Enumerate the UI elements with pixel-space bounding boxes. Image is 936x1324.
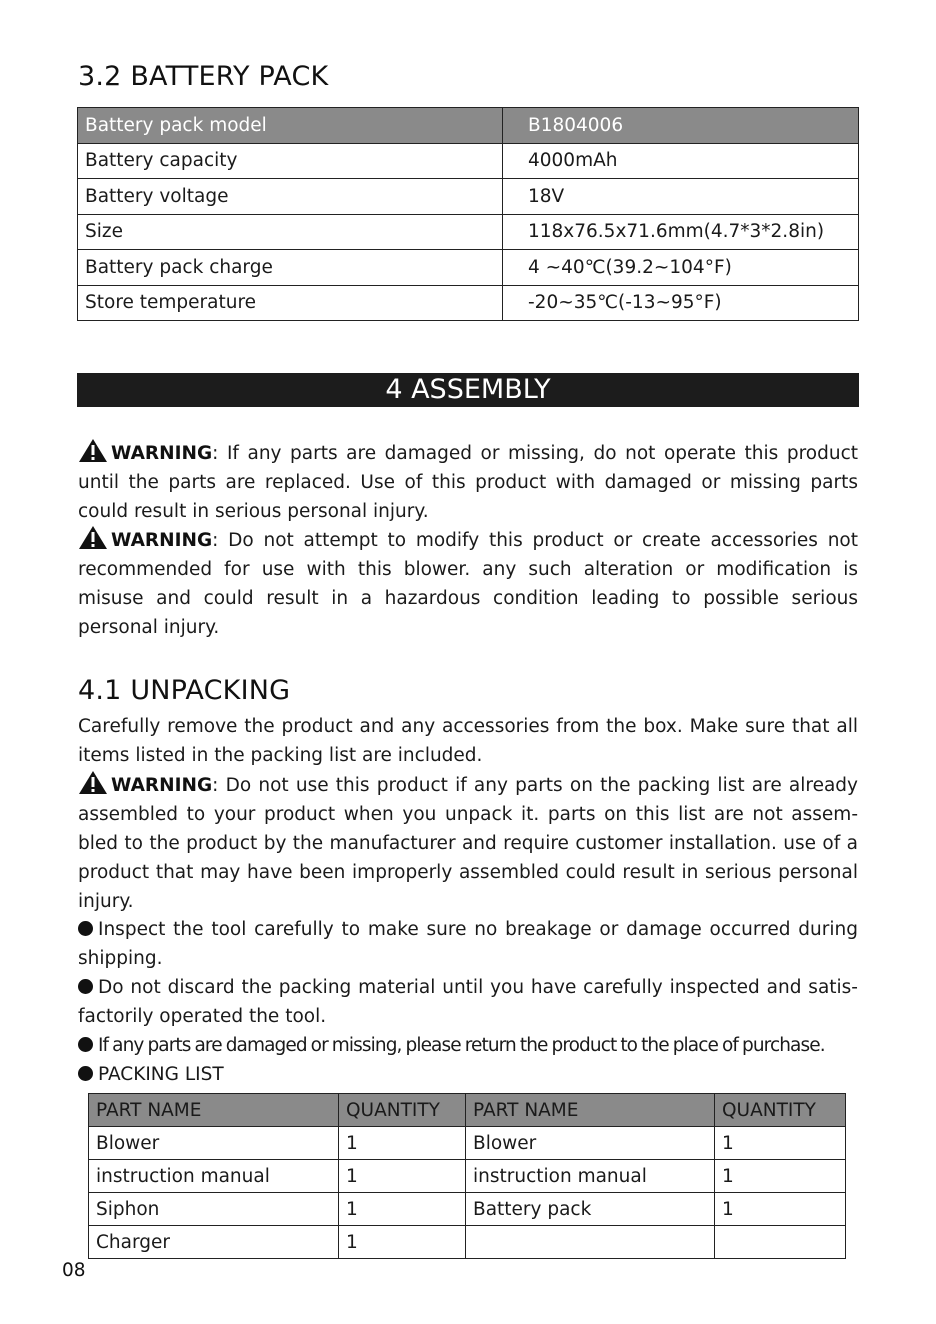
spec-value: 118x76.5x71.6mm(4.7*3*2.8in) <box>503 214 859 250</box>
part-name: Charger <box>89 1226 339 1259</box>
spec-value: -20~35℃(-13~95°F) <box>503 285 859 321</box>
part-quantity: 1 <box>339 1127 466 1160</box>
spec-value: 4000mAh <box>503 143 859 179</box>
spec-label: Store temperature <box>78 285 503 321</box>
part-quantity <box>715 1226 846 1259</box>
spec-label: Battery pack model <box>78 108 503 144</box>
table-row <box>89 1127 846 1160</box>
battery-section-title: 3.2 BATTERY PACK <box>78 61 329 92</box>
part-quantity: 1 <box>339 1193 466 1226</box>
part-quantity: 1 <box>339 1226 466 1259</box>
part-name: Blower <box>466 1127 715 1160</box>
table-row <box>89 1160 846 1193</box>
warning-triangle-icon <box>78 770 108 795</box>
table-row <box>78 143 859 179</box>
part-name: Battery pack <box>466 1193 715 1226</box>
bullet-item <box>78 973 858 1031</box>
bullet-text: Do not discard the packing material until you have carefully inspected and satis-factorily operated the tool. <box>78 977 858 1027</box>
spec-value: B1804006 <box>503 108 859 144</box>
battery-spec-table <box>77 107 859 321</box>
warning-text: : Do not use this product if any parts on the packing list are already assembled to your product when you unpack it. parts on this list are not assem-bled to the product by the manufacturer and require customer installation. use of a product that may have been improperly assembled could result in serious personal injury. <box>78 775 858 912</box>
column-header: PART NAME <box>466 1094 715 1127</box>
bullet-dot-icon <box>78 979 93 994</box>
table-row <box>78 250 859 286</box>
column-header: QUANTITY <box>339 1094 466 1127</box>
warning-text: : Do not attempt to modify this product or create accessories not recommended for use with this blower. any such alteration or modification is misuse and could result in a hazardous condition leading to possible serious personal injury. <box>78 530 858 638</box>
unpacking-intro: Carefully remove the product and any accessories from the box. Make sure that all items listed in the packing list are included. <box>78 716 858 766</box>
bullet-dot-icon <box>78 1037 93 1052</box>
table-row <box>78 214 859 250</box>
packing-list-label: PACKING LIST <box>98 1064 224 1085</box>
table-row <box>78 285 859 321</box>
spec-label: Battery pack charge <box>78 250 503 286</box>
part-name: instruction manual <box>89 1160 339 1193</box>
warning-triangle-icon <box>78 438 108 463</box>
bullet-dot-icon <box>78 921 93 936</box>
column-header: PART NAME <box>89 1094 339 1127</box>
part-quantity: 1 <box>715 1127 846 1160</box>
part-name: instruction manual <box>466 1160 715 1193</box>
warning-paragraph <box>78 525 858 642</box>
column-header: QUANTITY <box>715 1094 846 1127</box>
spec-label: Size <box>78 214 503 250</box>
table-row <box>78 108 859 144</box>
table-row <box>89 1226 846 1259</box>
table-row <box>78 179 859 215</box>
part-quantity: 1 <box>715 1193 846 1226</box>
part-name: Siphon <box>89 1193 339 1226</box>
table-row <box>89 1193 846 1226</box>
bullet-dot-icon <box>78 1066 93 1081</box>
part-name: Blower <box>89 1127 339 1160</box>
part-quantity: 1 <box>339 1160 466 1193</box>
bullet-item <box>78 915 858 973</box>
bullet-text: Inspect the tool carefully to make sure no breakage or damage occurred during shipping. <box>78 919 858 969</box>
warning-triangle-icon <box>78 525 108 550</box>
spec-label: Battery capacity <box>78 143 503 179</box>
table-header-row <box>89 1094 846 1127</box>
bullet-text: If any parts are damaged or missing, please return the product to the place of purchase. <box>98 1035 825 1056</box>
part-name <box>466 1226 715 1259</box>
warning-paragraph <box>78 438 858 526</box>
bullet-item <box>78 1031 858 1060</box>
assembly-banner: 4 ASSEMBLY <box>77 373 859 407</box>
spec-value: 18V <box>503 179 859 215</box>
warning-paragraph <box>78 770 858 916</box>
spec-label: Battery voltage <box>78 179 503 215</box>
packing-list-table <box>88 1093 846 1259</box>
warning-label: WARNING <box>111 775 213 796</box>
unpacking-title: 4.1 UNPACKING <box>78 675 291 706</box>
warning-label: WARNING <box>111 443 213 464</box>
warning-text: : If any parts are damaged or missing, do not operate this product until the parts are replaced. Use of this product with damaged or missing parts could result in serious personal injury. <box>78 443 858 522</box>
spec-value: 4 ~40℃(39.2~104°F) <box>503 250 859 286</box>
bullet-item <box>78 1060 858 1089</box>
warning-label: WARNING <box>111 530 213 551</box>
part-quantity: 1 <box>715 1160 846 1193</box>
page-number: 08 <box>62 1260 86 1281</box>
